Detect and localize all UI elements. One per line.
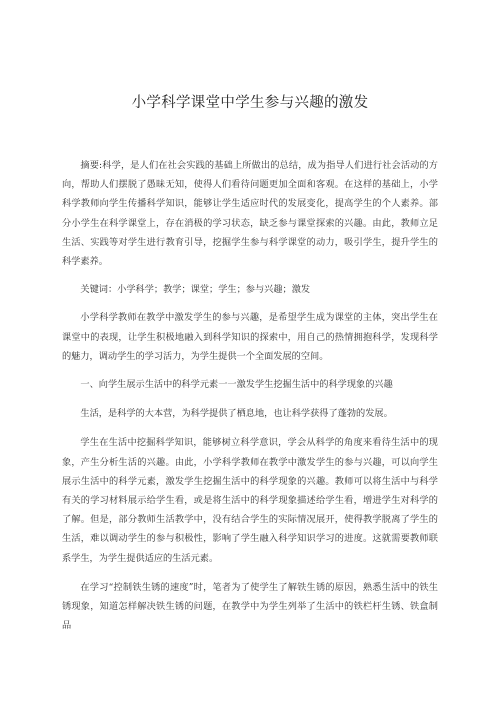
document-body [62,156,438,635]
abstract-text: 科学，是人们在社会实践的基础上所做出的总结，成为指导人们进行社会活动的方向，帮助人们摆脱了愚昧无知，使得人们看待问题更加全面和客观。在这样的基础上，小学科学教师向学生传播科学知识，能够让学生适应时代的发展变化，提高学生的个人素养。部分小学生在科学课堂上，存在消极的学习状态，缺乏参与课堂探索的兴趣。由此，教师立足生活、实践等对学生进行教育引导，挖掘学生参与科学课堂的动力，吸引学生，提升学生的科学素养。 [62,160,438,268]
document-title: 小学科学课堂中学生参与兴趣的激发 [131,95,369,111]
intro-paragraph: 小学科学教师在教学中激发学生的参与兴趣，是希望学生成为课堂的主体，突出学生在课堂中的表现，让学生积极地融入到科学知识的探索中，用自己的热情拥抱科学，发现科学的魅力，调动学生的学习活力，为学生提供一个全面发展的空间。 [62,312,438,362]
abstract-label: 摘要: [80,160,103,171]
keywords-text: 小学科学；教学；课堂；学生；参与兴趣；激发 [117,284,311,296]
section-heading: 一、向学生展示生活中的科学元素一一激发学生挖掘生活中的科学现象的兴趣 [80,379,393,391]
body-paragraph: 生活，是科学的大本营，为科学提供了栖息地，也让科学获得了蓬勃的发展。 [80,408,393,420]
body-paragraph: 在学习“控制铁生锈的速度”时，笔者为了使学生了解铁生锈的原因，熟悉生活中的铁生锈现象，知道怎样解决铁生锈的问题，在教学中为学生列举了生活中的铁栏杆生锈、铁盒制品 [62,581,438,632]
abstract-paragraph [62,156,438,271]
keywords-paragraph [62,280,438,299]
keywords-label: 关键词： [80,284,118,296]
body-paragraph: 学生在生活中挖掘科学知识，能够树立科学意识，学会从科学的角度来看待生活中的现象，产生分析生活的兴趣。由此，小学科学教师在教学中激发学生的参与兴趣，可以向学生展示生活中的科学元素，激发学生挖掘生活中的科学现象的兴趣。教师可以将生活中与科学有关的学习材料展示给学生看，或是将生活中的科学现象描述给学生看，增进学生对科学的了解。但是，部分教师生活教学中，没有结合学生的实际情况展开，使得教学脱离了学生的生活，难以调动学生的参与积极性，影响了学生融入科学知识学习的进度。这就需要教师联系学生，为学生提供适应的生活元素。 [62,437,438,564]
